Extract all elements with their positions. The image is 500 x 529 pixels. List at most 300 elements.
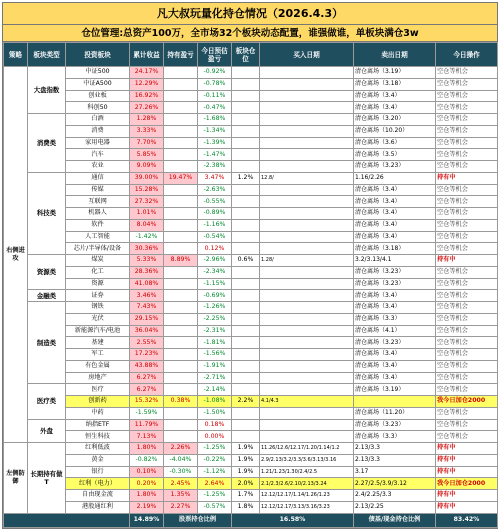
cum-gain-cell: 0.20% bbox=[130, 478, 164, 490]
table-row bbox=[4, 161, 498, 173]
summary-stock-pct: 16.58% bbox=[232, 513, 354, 527]
table-row bbox=[4, 419, 498, 431]
cum-gain-cell: 27.26% bbox=[130, 102, 164, 114]
position-cell: 1.9% bbox=[232, 454, 260, 466]
today-est-cell: 3.47% bbox=[198, 172, 232, 184]
today-op-cell: 持有中 bbox=[436, 501, 498, 513]
today-op-cell: 空仓等机会 bbox=[436, 302, 498, 314]
table-row bbox=[4, 266, 498, 278]
today-est-cell: -0.89% bbox=[198, 208, 232, 220]
position-cell: 2.2% bbox=[232, 396, 260, 408]
sell-date-cell: 2.27/2.5/3.9/3.12 bbox=[354, 478, 436, 490]
position-cell bbox=[232, 325, 260, 337]
cum-gain-cell: 15.32% bbox=[130, 396, 164, 408]
table-row bbox=[4, 278, 498, 290]
today-op-cell: 空仓等机会 bbox=[436, 114, 498, 126]
today-op-cell: 空仓等机会 bbox=[436, 102, 498, 114]
buy-date-cell bbox=[260, 290, 354, 302]
table-row bbox=[4, 313, 498, 325]
buy-date-cell: 12.12/12.17/1.14/1.26/1.23 bbox=[260, 490, 354, 502]
sell-date-cell: 清仓离场（3.4） bbox=[354, 219, 436, 231]
table-row bbox=[4, 231, 498, 243]
position-cell bbox=[232, 243, 260, 255]
target-name-cell: 传媒 bbox=[66, 184, 130, 196]
table-row bbox=[4, 501, 498, 513]
today-est-cell: -1.56% bbox=[198, 349, 232, 361]
cum-gain-cell: 5.85% bbox=[130, 149, 164, 161]
hold-gain-cell bbox=[164, 114, 198, 126]
sell-date-cell: 清仓离场（3.20） bbox=[354, 114, 436, 126]
today-est-cell: -1.25% bbox=[198, 443, 232, 455]
today-est-cell: -0.55% bbox=[198, 196, 232, 208]
hold-gain-cell: 0.38% bbox=[164, 396, 198, 408]
hold-gain-cell: 8.89% bbox=[164, 255, 198, 267]
cum-gain-cell: 29.15% bbox=[130, 313, 164, 325]
hold-gain-cell bbox=[164, 384, 198, 396]
target-name-cell: 中药 bbox=[66, 407, 130, 419]
table-row bbox=[4, 255, 498, 267]
hold-gain-cell: 2.27% bbox=[164, 501, 198, 513]
target-name-cell: 煤炭 bbox=[66, 255, 130, 267]
sector-waishi: 外盘 bbox=[28, 419, 66, 443]
today-est-cell: -1.16% bbox=[198, 219, 232, 231]
cum-gain-cell: 2.55% bbox=[130, 337, 164, 349]
position-cell bbox=[232, 196, 260, 208]
hold-gain-cell bbox=[164, 278, 198, 290]
table-row bbox=[4, 302, 498, 314]
target-name-cell: 机器人 bbox=[66, 208, 130, 220]
hold-gain-cell bbox=[164, 325, 198, 337]
table-row bbox=[4, 360, 498, 372]
sell-date-cell: 清仓离场（3.4） bbox=[354, 302, 436, 314]
buy-date-cell bbox=[260, 349, 354, 361]
hold-gain-cell bbox=[164, 372, 198, 384]
summary-cash-label: 债基/现金持仓比例 bbox=[354, 513, 436, 527]
today-est-cell: -2.63% bbox=[198, 184, 232, 196]
today-est-cell: -1.39% bbox=[198, 137, 232, 149]
table-row bbox=[4, 478, 498, 490]
target-name-cell: 创业板 bbox=[66, 90, 130, 102]
sheet-title: 凡大叔玩量化持仓情况（2026.4.3） bbox=[3, 3, 497, 25]
target-name-cell: 黄金 bbox=[66, 454, 130, 466]
today-op-cell: 空仓等机会 bbox=[436, 90, 498, 102]
today-op-cell: 持有中 bbox=[436, 172, 498, 184]
cum-gain-cell: 36.04% bbox=[130, 325, 164, 337]
table-row bbox=[4, 67, 498, 79]
target-name-cell: 有色金属 bbox=[66, 360, 130, 372]
position-cell bbox=[232, 67, 260, 79]
sell-date-cell: 清仓离场（3.4） bbox=[354, 90, 436, 102]
buy-date-cell: 12.8/ bbox=[260, 172, 354, 184]
hold-gain-cell bbox=[164, 419, 198, 431]
today-op-cell: 空仓等机会 bbox=[436, 219, 498, 231]
target-name-cell: 消费 bbox=[66, 125, 130, 137]
today-est-cell: -2.25% bbox=[198, 313, 232, 325]
target-name-cell: 中证500 bbox=[66, 67, 130, 79]
buy-date-cell bbox=[260, 102, 354, 114]
hold-gain-cell: 1.35% bbox=[164, 490, 198, 502]
target-name-cell: 科创50 bbox=[66, 102, 130, 114]
table-row bbox=[4, 490, 498, 502]
holdings-sheet bbox=[2, 2, 498, 529]
hold-gain-cell bbox=[164, 90, 198, 102]
today-op-cell: 空仓等机会 bbox=[436, 325, 498, 337]
col-strategy: 策略 bbox=[4, 43, 28, 67]
position-cell bbox=[232, 161, 260, 173]
today-op-cell: 空仓等机会 bbox=[436, 290, 498, 302]
summary-stock-label: 股票持仓比例 bbox=[164, 513, 232, 527]
target-name-cell: 新能源汽车/电池 bbox=[66, 325, 130, 337]
target-name-cell: 中证A500 bbox=[66, 78, 130, 90]
target-name-cell: 证券 bbox=[66, 290, 130, 302]
hold-gain-cell bbox=[164, 349, 198, 361]
cum-gain-cell: 15.28% bbox=[130, 184, 164, 196]
sell-date-cell: 清仓离场（3.23） bbox=[354, 337, 436, 349]
position-cell bbox=[232, 184, 260, 196]
sell-date-cell: 1.16/2.26 bbox=[354, 172, 436, 184]
hold-gain-cell bbox=[164, 125, 198, 137]
table-row bbox=[4, 125, 498, 137]
today-op-cell: 空仓等机会 bbox=[436, 313, 498, 325]
sector-yiliao: 医疗类 bbox=[28, 384, 66, 419]
target-name-cell: 软件 bbox=[66, 219, 130, 231]
hold-gain-cell bbox=[164, 243, 198, 255]
sell-date-cell: 2.13/3.3 bbox=[354, 454, 436, 466]
sell-date-cell: 清仓离场（3.4） bbox=[354, 372, 436, 384]
table-row bbox=[4, 149, 498, 161]
position-cell bbox=[232, 407, 260, 419]
sell-date-cell: 清仓离场（3.4） bbox=[354, 349, 436, 361]
target-name-cell: 自由现金流 bbox=[66, 490, 130, 502]
buy-date-cell: 11.26/12.6/12.17/1.20/1.14/1.2 bbox=[260, 443, 354, 455]
buy-date-cell bbox=[260, 407, 354, 419]
today-op-cell: 持有中 bbox=[436, 443, 498, 455]
sector-jinrong: 金融类 bbox=[28, 290, 66, 302]
position-cell: 2.0% bbox=[232, 478, 260, 490]
position-cell bbox=[232, 90, 260, 102]
col-target: 投资板块 bbox=[66, 43, 130, 67]
hold-gain-cell bbox=[164, 290, 198, 302]
position-cell bbox=[232, 372, 260, 384]
today-est-cell: -2.31% bbox=[198, 325, 232, 337]
buy-date-cell bbox=[260, 419, 354, 431]
table-row bbox=[4, 196, 498, 208]
cum-gain-cell: -1.59% bbox=[130, 407, 164, 419]
table-row bbox=[4, 325, 498, 337]
today-op-cell: 空仓等机会 bbox=[436, 349, 498, 361]
sell-date-cell: 清仓离场（3.3） bbox=[354, 313, 436, 325]
buy-date-cell bbox=[260, 384, 354, 396]
target-name-cell: 资源 bbox=[66, 278, 130, 290]
buy-date-cell bbox=[260, 67, 354, 79]
table-row bbox=[4, 90, 498, 102]
sector-dapan: 大盘指数 bbox=[28, 67, 66, 114]
today-est-cell: -1.12% bbox=[198, 466, 232, 478]
sheet-subtitle: 仓位管理:总资产100万，全市场32个板块动态配置，谁强做谁，单板块满仓3w bbox=[3, 25, 497, 42]
position-cell bbox=[232, 349, 260, 361]
target-name-cell: 医疗 bbox=[66, 384, 130, 396]
hold-gain-cell bbox=[164, 196, 198, 208]
today-op-cell: 空仓等机会 bbox=[436, 278, 498, 290]
buy-date-cell bbox=[260, 208, 354, 220]
sell-date-cell: 清仓离场（10.20） bbox=[354, 125, 436, 137]
today-est-cell: -1.50% bbox=[198, 407, 232, 419]
sell-date-cell bbox=[354, 396, 436, 408]
today-est-cell: -2.34% bbox=[198, 266, 232, 278]
target-name-cell: 房地产 bbox=[66, 372, 130, 384]
cum-gain-cell: 0.10% bbox=[130, 466, 164, 478]
target-name-cell: 光伏 bbox=[66, 313, 130, 325]
hold-gain-cell bbox=[164, 431, 198, 443]
target-name-cell: 纳指ETF bbox=[66, 419, 130, 431]
col-cum-gain: 累计收益 bbox=[130, 43, 164, 67]
buy-date-cell: 1.21/1.23/1.30/2.4/2.5 bbox=[260, 466, 354, 478]
today-est-cell: -1.26% bbox=[198, 302, 232, 314]
sell-date-cell: 2.13/3.3 bbox=[354, 443, 436, 455]
sell-date-cell: 清仓离场（3.23） bbox=[354, 161, 436, 173]
today-est-cell: -0.92% bbox=[198, 67, 232, 79]
position-cell bbox=[232, 384, 260, 396]
cum-gain-cell: 6.27% bbox=[130, 372, 164, 384]
position-cell bbox=[232, 219, 260, 231]
cum-gain-cell: 2.19% bbox=[130, 501, 164, 513]
sell-date-cell: 清仓离场（3.4） bbox=[354, 102, 436, 114]
cum-gain-cell: 16.92% bbox=[130, 90, 164, 102]
today-est-cell: -1.81% bbox=[198, 337, 232, 349]
table-row bbox=[4, 396, 498, 408]
position-cell bbox=[232, 431, 260, 443]
buy-date-cell bbox=[260, 78, 354, 90]
table-row bbox=[4, 337, 498, 349]
today-est-cell: -2.14% bbox=[198, 384, 232, 396]
cum-gain-cell: 7.70% bbox=[130, 137, 164, 149]
today-est-cell: 0.12% bbox=[198, 243, 232, 255]
summary-cash-pct: 83.42% bbox=[436, 513, 498, 527]
hold-gain-cell bbox=[164, 313, 198, 325]
table-body bbox=[4, 67, 498, 528]
col-position: 板块仓位 bbox=[232, 43, 260, 67]
today-est-cell: -1.34% bbox=[198, 125, 232, 137]
position-cell bbox=[232, 278, 260, 290]
today-op-cell: 空仓等机会 bbox=[436, 266, 498, 278]
sell-date-cell: 清仓离场（3.19） bbox=[354, 384, 436, 396]
cum-gain-cell: -0.82% bbox=[130, 454, 164, 466]
position-cell bbox=[232, 137, 260, 149]
hold-gain-cell bbox=[164, 149, 198, 161]
today-est-cell: -0.47% bbox=[198, 102, 232, 114]
hold-gain-cell bbox=[164, 102, 198, 114]
today-est-cell: -2.96% bbox=[198, 255, 232, 267]
cum-gain-cell: 1.80% bbox=[130, 490, 164, 502]
cum-gain-cell: 30.36% bbox=[130, 243, 164, 255]
position-cell: 1.7% bbox=[232, 490, 260, 502]
hold-gain-cell: -0.30% bbox=[164, 466, 198, 478]
position-cell bbox=[232, 102, 260, 114]
today-est-cell: -0.57% bbox=[198, 501, 232, 513]
today-op-cell: 空仓等机会 bbox=[436, 243, 498, 255]
cum-gain-cell: 27.32% bbox=[130, 196, 164, 208]
buy-date-cell bbox=[260, 266, 354, 278]
today-est-cell: 0.18% bbox=[198, 419, 232, 431]
today-est-cell: 2.64% bbox=[198, 478, 232, 490]
buy-date-cell bbox=[260, 325, 354, 337]
today-est-cell: -0.78% bbox=[198, 78, 232, 90]
today-est-cell: -0.69% bbox=[198, 290, 232, 302]
sell-date-cell: 清仓离场（11.20） bbox=[354, 407, 436, 419]
sell-date-cell: 清仓离场（3.5） bbox=[354, 149, 436, 161]
position-cell bbox=[232, 78, 260, 90]
sell-date-cell: 清仓离场（3.4） bbox=[354, 208, 436, 220]
today-est-cell: -2.71% bbox=[198, 372, 232, 384]
table-row bbox=[4, 407, 498, 419]
summary-cum: 14.89% bbox=[130, 513, 164, 527]
target-name-cell: 家用电器 bbox=[66, 137, 130, 149]
target-name-cell: 芯片/半导体/设备 bbox=[66, 243, 130, 255]
sell-date-cell: 清仓离场（4.1） bbox=[354, 325, 436, 337]
today-op-cell: 空仓等机会 bbox=[436, 384, 498, 396]
sell-date-cell: 3.17 bbox=[354, 466, 436, 478]
cum-gain-cell: 1.28% bbox=[130, 114, 164, 126]
cum-gain-cell: 43.88% bbox=[130, 360, 164, 372]
col-sector-type: 板块类型 bbox=[28, 43, 66, 67]
position-cell bbox=[232, 266, 260, 278]
sell-date-cell: 清仓离场（3.4） bbox=[354, 184, 436, 196]
sector-xiaofei: 消费类 bbox=[28, 114, 66, 173]
position-cell: 1.2% bbox=[232, 172, 260, 184]
cum-gain-cell: 7.43% bbox=[130, 302, 164, 314]
buy-date-cell bbox=[260, 184, 354, 196]
table-row bbox=[4, 454, 498, 466]
target-name-cell: 农业 bbox=[66, 161, 130, 173]
position-cell bbox=[232, 337, 260, 349]
today-est-cell: -1.25% bbox=[198, 490, 232, 502]
sell-date-cell: 清仓离场（3.4） bbox=[354, 290, 436, 302]
today-op-cell: 空仓等机会 bbox=[436, 196, 498, 208]
hold-gain-cell bbox=[164, 184, 198, 196]
table-row bbox=[4, 184, 498, 196]
sector-changqi: 长期持有做T bbox=[28, 443, 66, 514]
cum-gain-cell: 41.08% bbox=[130, 278, 164, 290]
buy-date-cell bbox=[260, 161, 354, 173]
sell-date-cell: 清仓离场（3.23） bbox=[354, 266, 436, 278]
table-row bbox=[4, 208, 498, 220]
today-op-cell: 空仓等机会 bbox=[436, 337, 498, 349]
today-op-cell: 我今日加仓2000 bbox=[436, 396, 498, 408]
col-sell-date: 卖出日期 bbox=[354, 43, 436, 67]
hold-gain-cell bbox=[164, 219, 198, 231]
cum-gain-cell: 12.29% bbox=[130, 78, 164, 90]
target-name-cell: 钢铁 bbox=[66, 302, 130, 314]
target-name-cell: 红利（电力） bbox=[66, 478, 130, 490]
cum-gain-cell: -1.42% bbox=[130, 231, 164, 243]
today-op-cell: 持有中 bbox=[436, 454, 498, 466]
today-op-cell: 空仓等机会 bbox=[436, 161, 498, 173]
cum-gain-cell: 8.04% bbox=[130, 219, 164, 231]
today-op-cell: 空仓等机会 bbox=[436, 407, 498, 419]
today-op-cell: 空仓等机会 bbox=[436, 419, 498, 431]
position-cell bbox=[232, 313, 260, 325]
hold-gain-cell: -4.04% bbox=[164, 454, 198, 466]
buy-date-cell bbox=[260, 360, 354, 372]
table-row bbox=[4, 466, 498, 478]
buy-date-cell: 1.28/ bbox=[260, 255, 354, 267]
today-op-cell: 空仓等机会 bbox=[436, 184, 498, 196]
sell-date-cell: 清仓离场（3.23） bbox=[354, 278, 436, 290]
sell-date-cell: 清仓离场（3.4） bbox=[354, 231, 436, 243]
today-est-cell: 0.00% bbox=[198, 431, 232, 443]
position-cell: 1.8% bbox=[232, 501, 260, 513]
hold-gain-cell: 19.47% bbox=[164, 172, 198, 184]
today-op-cell: 持有中 bbox=[436, 255, 498, 267]
table-row bbox=[4, 243, 498, 255]
target-name-cell: 基建 bbox=[66, 337, 130, 349]
position-cell bbox=[232, 149, 260, 161]
hold-gain-cell bbox=[164, 266, 198, 278]
hold-gain-cell bbox=[164, 302, 198, 314]
hold-gain-cell bbox=[164, 137, 198, 149]
sell-date-cell: 清仓离场（3.4） bbox=[354, 196, 436, 208]
hold-gain-cell bbox=[164, 208, 198, 220]
today-op-cell: 空仓等机会 bbox=[436, 208, 498, 220]
position-cell bbox=[232, 419, 260, 431]
cum-gain-cell: 9.09% bbox=[130, 161, 164, 173]
hold-gain-cell bbox=[164, 67, 198, 79]
buy-date-cell bbox=[260, 196, 354, 208]
buy-date-cell bbox=[260, 137, 354, 149]
sell-date-cell: 清仓离场（3.18） bbox=[354, 243, 436, 255]
cum-gain-cell: 5.33% bbox=[130, 255, 164, 267]
target-name-cell: 创新药 bbox=[66, 396, 130, 408]
cum-gain-cell: 28.36% bbox=[130, 266, 164, 278]
hold-gain-cell bbox=[164, 161, 198, 173]
table-row bbox=[4, 137, 498, 149]
buy-date-cell bbox=[260, 125, 354, 137]
buy-date-cell bbox=[260, 302, 354, 314]
buy-date-cell bbox=[260, 243, 354, 255]
position-cell: 1.9% bbox=[232, 466, 260, 478]
hold-gain-cell bbox=[164, 337, 198, 349]
target-name-cell: 银行 bbox=[66, 466, 130, 478]
header-row bbox=[4, 43, 498, 67]
today-est-cell: -1.15% bbox=[198, 278, 232, 290]
today-op-cell: 空仓等机会 bbox=[436, 67, 498, 79]
buy-date-cell bbox=[260, 219, 354, 231]
sector-ziyuan: 资源类 bbox=[28, 255, 66, 290]
target-name-cell: 通信 bbox=[66, 172, 130, 184]
table-row bbox=[4, 384, 498, 396]
buy-date-cell bbox=[260, 313, 354, 325]
target-name-cell: 白酒 bbox=[66, 114, 130, 126]
today-op-cell: 我今日加仓2000 bbox=[436, 478, 498, 490]
today-op-cell: 空仓等机会 bbox=[436, 372, 498, 384]
position-cell bbox=[232, 208, 260, 220]
target-name-cell: 互联网 bbox=[66, 196, 130, 208]
hold-gain-cell bbox=[164, 78, 198, 90]
table-row bbox=[4, 114, 498, 126]
target-name-cell: 军工 bbox=[66, 349, 130, 361]
today-op-cell: 空仓等机会 bbox=[436, 360, 498, 372]
buy-date-cell bbox=[260, 278, 354, 290]
cum-gain-cell: 3.33% bbox=[130, 125, 164, 137]
today-est-cell: -2.38% bbox=[198, 161, 232, 173]
table-row bbox=[4, 349, 498, 361]
col-today-est: 今日预估盈亏 bbox=[198, 43, 232, 67]
sell-date-cell: 清仓离场（3.23） bbox=[354, 419, 436, 431]
hold-gain-cell: 2.45% bbox=[164, 478, 198, 490]
buy-date-cell bbox=[260, 431, 354, 443]
cum-gain-cell: 1.80% bbox=[130, 443, 164, 455]
target-name-cell: 人工智能 bbox=[66, 231, 130, 243]
